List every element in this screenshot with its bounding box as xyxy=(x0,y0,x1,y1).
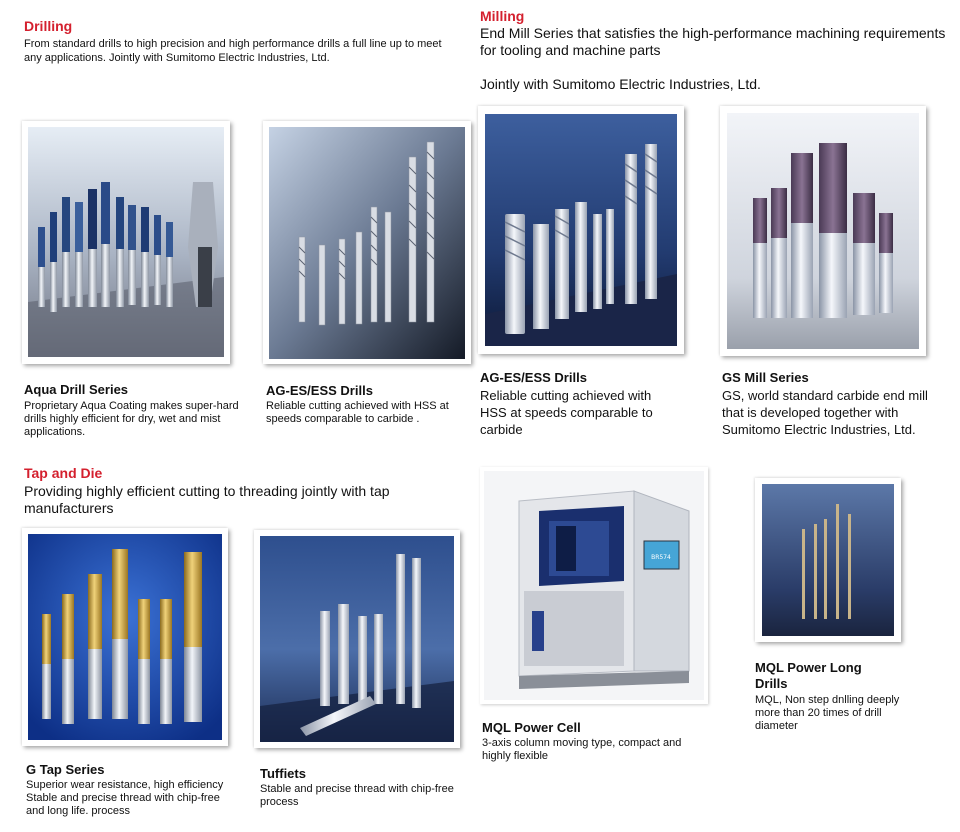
milling-jointly-note: Jointly with Sumitomo Electric Industries, Ltd. xyxy=(480,76,761,92)
g-tap-name: G Tap Series xyxy=(26,762,105,777)
gs-mill-photo-frame xyxy=(720,106,926,356)
ag-es-drill-name: AG-ES/ESS Drills xyxy=(266,383,373,398)
mql-power-cell-photo-frame xyxy=(480,467,708,704)
ag-es-drill-description: Reliable cutting achieved with HSS at speeds comparable to carbide . xyxy=(266,400,449,425)
g-tap-image xyxy=(28,534,222,740)
drilling-title: Drilling xyxy=(24,18,73,34)
tuffiets-image xyxy=(260,536,454,742)
tap-die-description: Providing highly efficient cutting to threading jointly with tap manufacturers xyxy=(24,483,390,516)
aqua-drill-image xyxy=(28,127,224,357)
mql-power-cell-name: MQL Power Cell xyxy=(482,720,581,735)
mql-long-drill-image xyxy=(762,484,894,636)
aqua-drill-photo-frame xyxy=(22,121,230,364)
ag-es-drill-image xyxy=(269,127,465,359)
mql-power-cell-description: 3-axis column moving type, compact and highly flexible xyxy=(482,737,682,762)
ag-es-mill-name: AG-ES/ESS Drills xyxy=(480,370,587,385)
tap-die-title: Tap and Die xyxy=(24,465,103,481)
mql-power-cell-image xyxy=(484,471,704,700)
aqua-drill-name: Aqua Drill Series xyxy=(24,382,129,397)
aqua-drill-description: Proprietary Aqua Coating makes super-hard drills highly efficient for dry, wet and mist applications. xyxy=(24,400,239,438)
tuffiets-photo-frame xyxy=(254,530,460,748)
ag-es-mill-photo-frame xyxy=(478,106,684,354)
mql-long-drill-name: MQL Power Long Drills xyxy=(755,660,862,691)
control-panel-screen: BR574 xyxy=(651,554,671,561)
tuffiets-description: Stable and precise thread with chip-free process xyxy=(260,783,454,808)
ag-es-drill-photo-frame xyxy=(263,121,471,364)
ag-es-mill-description: Reliable cutting achieved with HSS at speeds comparable to carbide xyxy=(480,388,653,437)
mql-long-drill-description: MQL, Non step dnlling deeply more than 20 times of drill diameter xyxy=(755,694,900,732)
gs-mill-name: GS Mill Series xyxy=(722,370,809,385)
drilling-description: From standard drills to high precision and high performance drills a full line up to meet any applications. Jointly with Sumitomo Electric Industries, Ltd. xyxy=(24,38,442,64)
g-tap-description: Superior wear resistance, high efficiency Stable and precise thread with chip-free and long life. process xyxy=(26,779,224,817)
tuffiets-name: Tuffiets xyxy=(260,766,306,781)
gs-mill-image xyxy=(727,113,919,349)
mql-long-drill-photo-frame xyxy=(755,478,901,642)
g-tap-photo-frame xyxy=(22,528,228,746)
milling-title: Milling xyxy=(480,8,525,24)
gs-mill-description: GS, world standard carbide end mill that is developed together with Sumitomo Electric Industries, Ltd. xyxy=(722,388,928,437)
milling-description: End Mill Series that satisfies the high-performance machining requirements for tooling and machine parts xyxy=(480,25,946,58)
ag-es-mill-image xyxy=(485,114,677,346)
